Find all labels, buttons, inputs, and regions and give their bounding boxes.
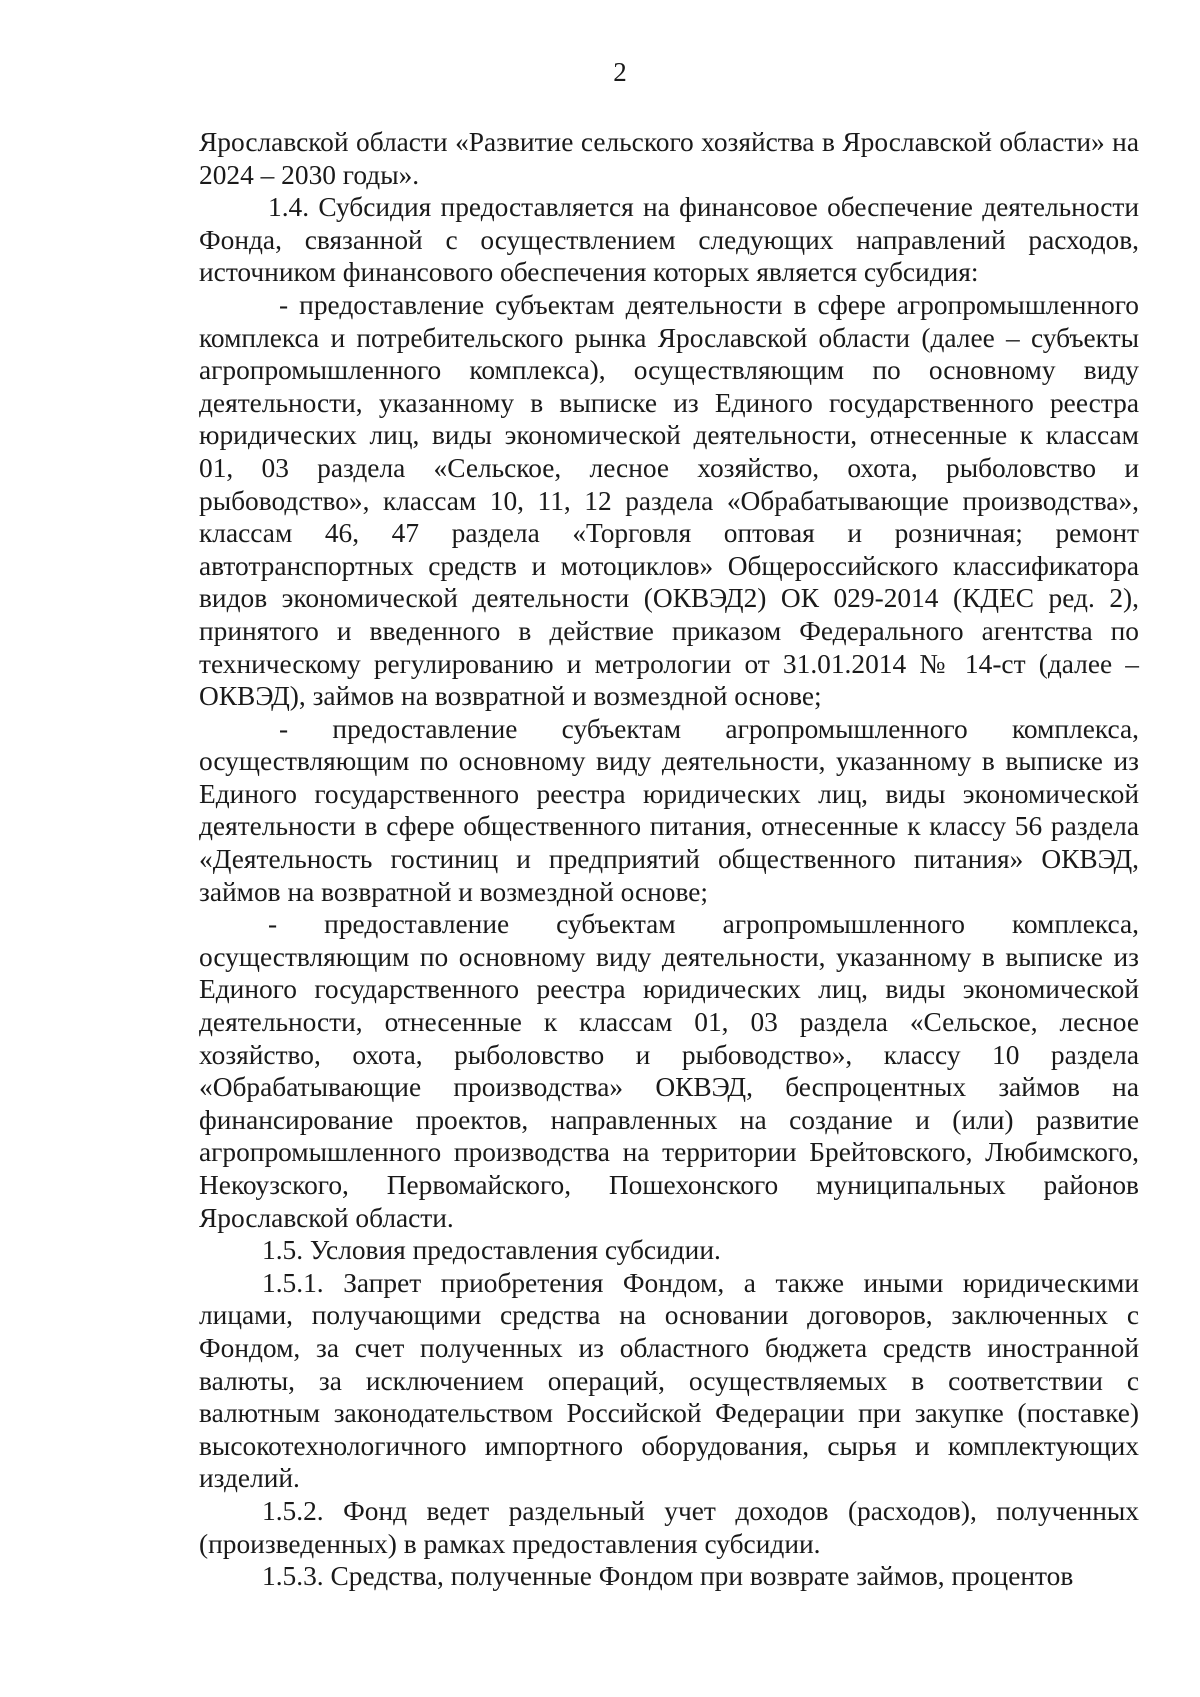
page-number: 2	[613, 57, 627, 87]
paragraph-interest-free-loans: - предоставление субъектам агропромышленного комплекса, осуществляющим по основному виду деятельности, указанному в выписке из Единого государственного реестра юридических лиц, виды экономической деятельности, отнесенные к классам 01, 03 раздела «Сельское, лесное хозяйство, охота, рыболовство и рыбоводство», классу 10 раздела «Обрабатывающие производства» ОКВЭД, беспроцентных займов на финансирование проектов, направленных на создание и (или) развитие агропромышленного производства на территории Брейтовского, Любимского, Некоузского, Первомайского, Пошехонского муниципальных районов Ярославской области.	[199, 909, 1139, 1233]
paragraph-1-5-3: 1.5.3. Средства, полученные Фондом при возврате займов, процентов	[262, 1561, 1074, 1592]
paragraph-1-5-1: 1.5.1. Запрет приобретения Фондом, а также иными юридическими лицами, получающими средства на основании договоров, заключенных с Фондом, за счет полученных из областного бюджета средств иностранной валюты, за исключением операций, осуществляемых в соответствии с валютным законодательством Российской Федерации при закупке (поставке) высокотехнологичного импортного оборудования, сырья и комплектующих изделий.	[199, 1267, 1139, 1494]
paragraph-1-5: 1.5. Условия предоставления субсидии.	[262, 1235, 721, 1266]
paragraph-loans-catering: - предоставление субъектам агропромышленного комплекса, осуществляющим по основному виду деятельности, указанному в выписке из Единого государственного реестра юридических лиц, виды экономической деятельности в сфере общественного питания, отнесенные к классу 56 раздела «Деятельность гостиниц и предприятий общественного питания» ОКВЭД, займов на возвратной и возмездной основе;	[199, 713, 1139, 907]
paragraph-loans-agro: - предоставление субъектам деятельности в сфере агропромышленного комплекса и потребительского рынка Ярославской области (далее – субъекты агропромышленного комплекса), осуществляющим по основному виду деятельности, указанному в выписке из Единого государственного реестра юридических лиц, виды экономической деятельности, отнесенные к классам 01, 03 раздела «Сельское, лесное хозяйство, охота, рыболовство и рыбоводство», классам 10, 11, 12 раздела «Обрабатывающие производства», классам 46, 47 раздела «Торговля оптовая и розничная; ремонт автотранспортных средств и мотоциклов» Общероссийского классификатора видов экономической деятельности (ОКВЭД2) ОК 029-2014 (КДЕС ред. 2), принятого и введенного в действие приказом Федерального агентства по техническому регулированию и метрологии от 31.01.2014 № 14-ст (далее – ОКВЭД), займов на возвратной и возмездной основе;	[199, 289, 1139, 712]
paragraph-program-title: Ярославской области «Развитие сельского хозяйства в Ярославской области» на 2024 – 2030 годы».	[199, 127, 1139, 190]
paragraph-1-4: 1.4. Субсидия предоставляется на финансовое обеспечение деятельности Фонда, связанной с осуществлением следующих направлений расходов, источником финансового обеспечения которых является субсидия:	[199, 192, 1139, 288]
paragraph-1-5-2: 1.5.2. Фонд ведет раздельный учет доходов (расходов), полученных (произведенных) в рамках предоставления субсидии.	[199, 1495, 1139, 1559]
document-body	[199, 126, 1139, 1593]
